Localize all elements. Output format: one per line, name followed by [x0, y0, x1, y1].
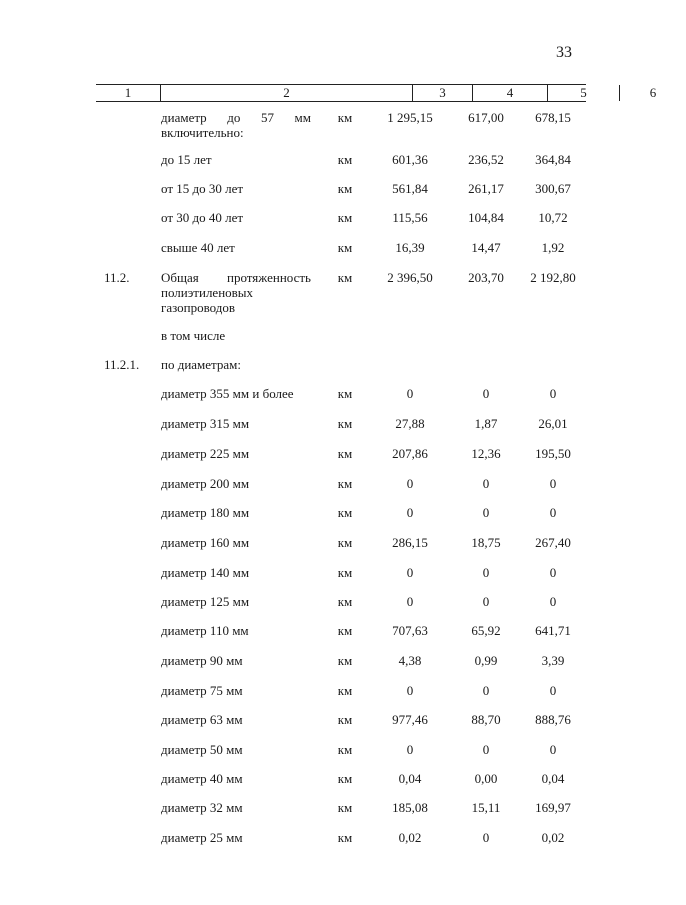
row-value-col6: 0	[549, 594, 557, 609]
row-unit: км	[337, 535, 353, 550]
row-name-text: диаметр 160 мм	[161, 535, 250, 550]
row-value-col6: 888,76	[535, 712, 571, 727]
row-value-total: 601,36	[392, 152, 428, 167]
table-header	[96, 84, 657, 102]
row-value-col6: 0,04	[541, 771, 565, 786]
row-name	[161, 210, 311, 225]
row-name	[161, 110, 311, 140]
row-name-text: диаметр 125 мм	[161, 594, 250, 609]
row-value-col6: 2 192,80	[530, 270, 576, 285]
row-name-text: диаметр 315 мм	[161, 416, 250, 431]
row-unit: км	[337, 771, 353, 786]
page-number: 33	[556, 44, 572, 61]
row-value-col6: 267,40	[535, 535, 571, 550]
row-value-col6: 0	[549, 386, 557, 401]
row-value-col5: 18,75	[471, 535, 501, 550]
row-name-text: диаметр 200 мм	[161, 476, 250, 491]
row-unit: км	[337, 653, 353, 668]
row-value-col5: 0	[482, 742, 490, 757]
header-col-1: 1	[124, 85, 132, 100]
row-value-col5: 0	[482, 476, 490, 491]
row-value-col5: 0	[482, 386, 490, 401]
row-value-col6: 10,72	[538, 210, 568, 225]
row-unit: км	[337, 416, 353, 431]
row-name-text: диаметр 63 мм	[161, 712, 243, 727]
row-value-col6: 678,15	[535, 110, 571, 125]
row-name-text: диаметр 90 мм	[161, 653, 243, 668]
row-name-line1: Общая протяженность	[161, 270, 311, 285]
row-value-total: 0	[406, 594, 414, 609]
header-col-6: 6	[619, 85, 686, 101]
row-value-col5: 88,70	[471, 712, 501, 727]
row-value-total: 0,02	[398, 830, 422, 845]
row-name	[161, 152, 311, 167]
row-value-col6: 641,71	[535, 623, 571, 638]
row-name-text: диаметр 110 мм	[161, 623, 249, 638]
row-value-total: 1 295,15	[387, 110, 433, 125]
row-value-col5: 203,70	[468, 270, 504, 285]
row-value-col5: 12,36	[471, 446, 501, 461]
row-value-total: 4,38	[398, 653, 422, 668]
row-name	[161, 565, 311, 580]
row-name-text: диаметр 225 мм	[161, 446, 250, 461]
row-name	[161, 270, 311, 315]
row-name	[161, 476, 311, 491]
row-value-total: 0	[406, 683, 414, 698]
row-name	[161, 446, 311, 461]
row-name	[161, 653, 311, 668]
row-name-text: диаметр 50 мм	[161, 742, 243, 757]
row-value-col6: 3,39	[541, 653, 565, 668]
row-unit: км	[337, 623, 353, 638]
row-value-col6: 364,84	[535, 152, 571, 167]
row-name	[161, 328, 311, 343]
row-value-total: 0	[406, 505, 414, 520]
row-value-total: 0,04	[398, 771, 422, 786]
row-unit: км	[337, 110, 353, 125]
row-value-col5: 15,11	[471, 800, 501, 815]
row-value-col5: 14,47	[471, 240, 501, 255]
row-name	[161, 594, 311, 609]
row-value-col5: 0,00	[474, 771, 498, 786]
header-col-3: 3	[412, 85, 472, 101]
row-value-col5: 0	[482, 683, 490, 698]
row-name-text: до 15 лет	[161, 152, 212, 167]
row-value-total: 27,88	[395, 416, 425, 431]
row-unit: км	[337, 830, 353, 845]
row-value-col5: 0	[482, 505, 490, 520]
row-value-col5: 236,52	[468, 152, 504, 167]
row-value-total: 0	[406, 476, 414, 491]
row-value-total: 185,08	[392, 800, 428, 815]
row-name	[161, 771, 311, 786]
row-value-total: 115,56	[392, 210, 428, 225]
row-name	[161, 712, 311, 727]
row-name	[161, 386, 311, 401]
row-value-col6: 195,50	[535, 446, 571, 461]
row-name-text: в том числе	[161, 328, 226, 343]
row-value-col6: 1,92	[541, 240, 565, 255]
row-name	[161, 683, 311, 698]
row-unit: км	[337, 594, 353, 609]
row-name-text: диаметр 140 мм	[161, 565, 250, 580]
row-value-col6: 0	[549, 505, 557, 520]
row-value-total: 286,15	[392, 535, 428, 550]
row-number: 11.2.1.	[104, 357, 140, 372]
row-value-col5: 0	[482, 565, 490, 580]
row-value-col6: 0	[549, 476, 557, 491]
row-value-total: 707,63	[392, 623, 428, 638]
row-name-text: диаметр 180 мм	[161, 505, 250, 520]
row-value-total: 0	[406, 742, 414, 757]
row-name	[161, 181, 311, 196]
row-value-col5: 1,87	[474, 416, 498, 431]
row-unit: км	[337, 742, 353, 757]
header-col-2: 2	[160, 85, 412, 101]
row-name	[161, 357, 311, 372]
row-unit: км	[337, 505, 353, 520]
row-value-total: 977,46	[392, 712, 428, 727]
row-value-col5: 0	[482, 594, 490, 609]
row-value-col5: 261,17	[468, 181, 504, 196]
row-value-col6: 300,67	[535, 181, 571, 196]
row-value-total: 0	[406, 565, 414, 580]
row-value-col6: 0,02	[541, 830, 565, 845]
row-value-col5: 617,00	[468, 110, 504, 125]
row-unit: км	[337, 181, 353, 196]
row-unit: км	[337, 270, 353, 285]
row-value-total: 2 396,50	[387, 270, 433, 285]
row-name-text: диаметр 25 мм	[161, 830, 243, 845]
row-unit: км	[337, 712, 353, 727]
row-name-text: свыше 40 лет	[161, 240, 235, 255]
row-name-text: диаметр 40 мм	[161, 771, 243, 786]
row-value-col5: 0,99	[474, 653, 498, 668]
row-value-col5: 104,84	[468, 210, 504, 225]
row-unit: км	[337, 476, 353, 491]
row-name-text: полиэтиленовых газопроводов	[161, 285, 254, 315]
row-name-text: диаметр 32 мм	[161, 800, 243, 815]
row-unit: км	[337, 152, 353, 167]
row-number: 11.2.	[104, 270, 130, 285]
row-value-col6: 0	[549, 742, 557, 757]
row-name-text: по диаметрам:	[161, 357, 241, 372]
row-unit: км	[337, 386, 353, 401]
header-col-4: 4	[472, 85, 547, 101]
row-value-col5: 0	[482, 830, 490, 845]
row-value-col6: 0	[549, 565, 557, 580]
row-name	[161, 623, 311, 638]
row-name	[161, 505, 311, 520]
row-value-col5: 65,92	[471, 623, 501, 638]
row-name-text: включительно:	[161, 125, 244, 140]
row-name	[161, 800, 311, 815]
row-unit: км	[337, 565, 353, 580]
row-name	[161, 830, 311, 845]
row-name-line1: диаметр до 57 мм	[161, 110, 311, 125]
row-unit: км	[337, 210, 353, 225]
row-name-text: от 30 до 40 лет	[161, 210, 244, 225]
row-unit: км	[337, 683, 353, 698]
row-value-col6: 0	[549, 683, 557, 698]
row-name-text: от 15 до 30 лет	[161, 181, 244, 196]
row-name	[161, 535, 311, 550]
row-name-text: диаметр 75 мм	[161, 683, 243, 698]
row-name	[161, 742, 311, 757]
row-name-text: диаметр 355 мм и более	[161, 386, 294, 401]
row-name	[161, 416, 311, 431]
row-unit: км	[337, 800, 353, 815]
row-value-col6: 169,97	[535, 800, 571, 815]
row-unit: км	[337, 446, 353, 461]
header-col-5: 5	[547, 85, 619, 101]
row-name	[161, 240, 311, 255]
row-value-total: 16,39	[395, 240, 425, 255]
row-value-total: 561,84	[392, 181, 428, 196]
row-value-total: 0	[406, 386, 414, 401]
row-unit: км	[337, 240, 353, 255]
row-value-total: 207,86	[392, 446, 428, 461]
row-value-col6: 26,01	[538, 416, 568, 431]
